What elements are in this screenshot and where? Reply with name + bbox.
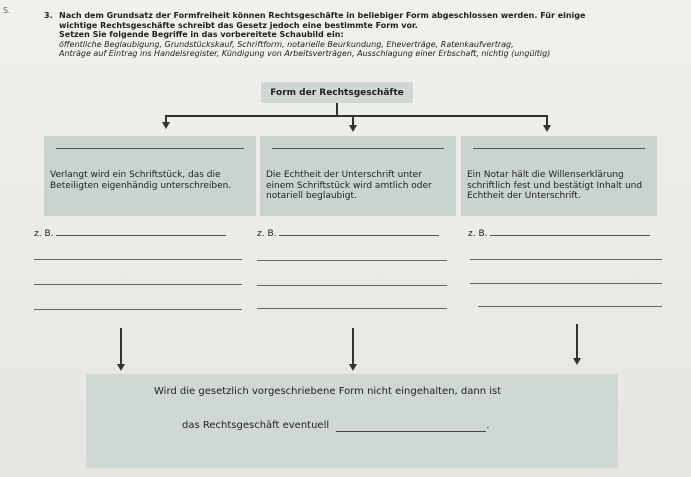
arrow-down-icon bbox=[162, 122, 170, 129]
form-type-blank[interactable] bbox=[56, 148, 244, 149]
example-field-3 bbox=[468, 229, 650, 239]
answer-line[interactable] bbox=[34, 284, 242, 285]
connector-line bbox=[120, 328, 122, 365]
example-field-2 bbox=[257, 229, 439, 239]
corner-mark: S. bbox=[3, 6, 11, 15]
conclusion-answer-blank[interactable] bbox=[336, 420, 486, 432]
answer-line[interactable] bbox=[470, 283, 662, 284]
form-type-blank[interactable] bbox=[272, 148, 444, 149]
task-instructions bbox=[59, 11, 679, 59]
form-type-blank[interactable] bbox=[473, 148, 645, 149]
example-label: z. B. bbox=[257, 229, 277, 239]
form-box-1 bbox=[44, 136, 256, 216]
term-list-line: Anträge auf Eintrag ins Handelsregister, Kündigung von Arbeitsverträgen, Ausschlagung einer Erbschaft, nichtig (ungültig) bbox=[59, 49, 551, 58]
instruction-line: Setzen Sie folgende Begriffe in das vorbereitete Schaubild ein: bbox=[59, 30, 344, 39]
arrow-down-icon bbox=[349, 125, 357, 132]
example-field-1 bbox=[34, 229, 226, 239]
conclusion-text: das Rechtsgeschäft eventuell bbox=[182, 420, 330, 431]
example-label: z. B. bbox=[468, 229, 488, 239]
form-box-2 bbox=[260, 136, 456, 216]
arrow-down-icon bbox=[349, 364, 357, 371]
conclusion-line-2 bbox=[182, 420, 490, 432]
instruction-line: Nach dem Grundsatz der Formfreiheit können Rechtsgeschäfte in beliebiger Form abgeschlossen werden. Für einige bbox=[59, 11, 586, 20]
example-answer-line[interactable] bbox=[490, 235, 650, 236]
answer-line[interactable] bbox=[257, 285, 447, 286]
task-number: 3. bbox=[44, 11, 53, 20]
connector-line bbox=[576, 324, 578, 359]
form-box-3 bbox=[461, 136, 657, 216]
diagram-header: Form der Rechtsgeschäfte bbox=[261, 82, 413, 103]
answer-line[interactable] bbox=[470, 259, 662, 260]
answer-line[interactable] bbox=[34, 309, 242, 310]
connector-line bbox=[352, 328, 354, 365]
conclusion-line-1: Wird die gesetzlich vorgeschriebene Form nicht eingehalten, dann ist bbox=[154, 386, 502, 397]
answer-line[interactable] bbox=[478, 306, 662, 307]
answer-line[interactable] bbox=[257, 260, 447, 261]
example-answer-line[interactable] bbox=[56, 235, 226, 236]
arrow-down-icon bbox=[117, 364, 125, 371]
arrow-down-icon bbox=[573, 358, 581, 365]
conclusion-box bbox=[86, 374, 618, 468]
example-answer-line[interactable] bbox=[279, 235, 439, 236]
instruction-line: wichtige Rechtsgeschäfte schreibt das Gesetz jedoch eine bestimmte Form vor. bbox=[59, 20, 418, 30]
term-list-line: öffentliche Beglaubigung, Grundstückskauf, Schriftform, notarielle Beurkundung, Eheverträge, Ratenkaufvertrag, bbox=[59, 39, 514, 49]
form-description: Die Echtheit der Unterschrift unter einem Schriftstück wird amtlich oder notariell beglaubigt. bbox=[266, 170, 432, 201]
conclusion-end-mark: . bbox=[486, 420, 490, 431]
answer-line[interactable] bbox=[257, 308, 447, 309]
answer-line[interactable] bbox=[34, 259, 242, 260]
example-label: z. B. bbox=[34, 229, 54, 239]
form-description: Ein Notar hält die Willenserklärung schriftlich fest und bestätigt Inhalt und Echtheit der Unterschrift. bbox=[467, 170, 643, 201]
arrow-down-icon bbox=[543, 125, 551, 132]
form-description: Verlangt wird ein Schriftstück, das die Beteiligten eigenhändig unterschreiben. bbox=[50, 170, 232, 191]
connector-line bbox=[165, 115, 548, 117]
